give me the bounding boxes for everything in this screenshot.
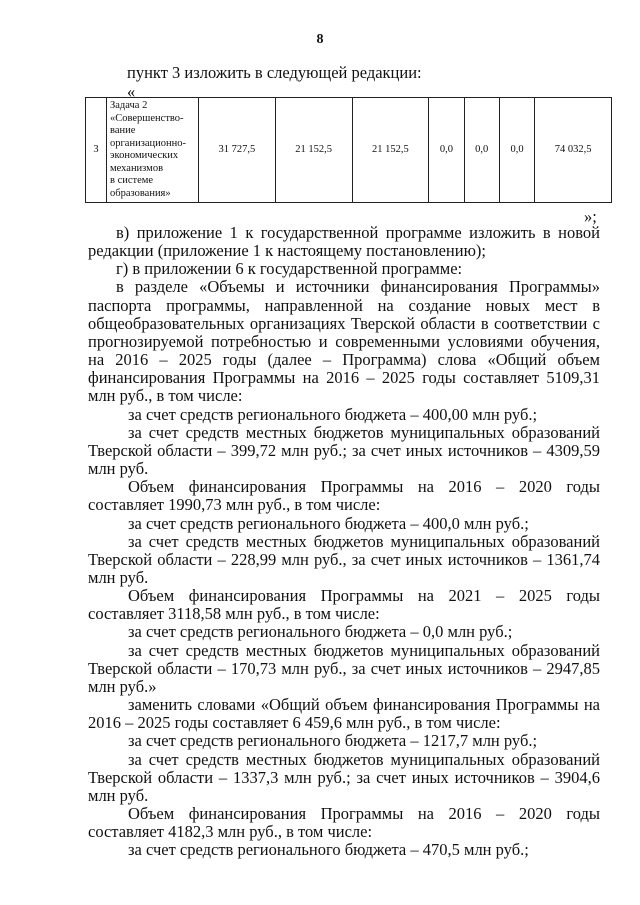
paragraph: в) приложение 1 к государственной программе изложить в новой редакции (приложение 1 к настоящему постановлению); bbox=[88, 223, 600, 261]
paragraph: за счет средств регионального бюджета – 400,0 млн руб.; bbox=[128, 513, 529, 533]
desc-line: образования» bbox=[110, 187, 171, 199]
desc-line: в системе bbox=[110, 175, 154, 186]
value-cell: 0,0 bbox=[429, 98, 464, 203]
paragraph: за счет средств регионального бюджета – 0,0 млн руб.; bbox=[128, 622, 513, 642]
paragraph: за счет средств местных бюджетов муниципальных образований Тверской области – 170,73 млн руб., за счет иных источников – 2947,85 млн руб.» bbox=[88, 640, 600, 696]
page-number: 8 bbox=[316, 32, 324, 47]
table-row bbox=[86, 98, 612, 203]
task-description bbox=[107, 98, 199, 203]
paragraph: за счет средств регионального бюджета – 400,00 млн руб.; bbox=[128, 404, 538, 424]
task-table bbox=[85, 97, 612, 203]
value-cell: 0,0 bbox=[499, 98, 534, 203]
intro-line: пункт 3 изложить в следующей редакции: bbox=[127, 63, 422, 82]
desc-line: организационно- bbox=[110, 137, 186, 149]
paragraph: г) в приложении 6 к государственной программе: bbox=[116, 259, 463, 279]
value-cell: 21 152,5 bbox=[352, 98, 429, 203]
value-cell: 74 032,5 bbox=[535, 98, 612, 203]
paragraph: в разделе «Объемы и источники финансирования Программы» паспорта программы, направленной на создание новых мест в общеобразовательных организациях Тверской области в соответствии с прогнозируемой потребностью и современными условиями обучения, на 2016 – 2025 годы (далее – Программа) слова «Общий объем финансирования Программы на 2016 – 2025 годы составляет 5109,31 млн руб., в том числе: bbox=[88, 277, 600, 406]
quote-open: « bbox=[127, 82, 136, 101]
paragraph: за счет средств местных бюджетов муниципальных образований Тверской области – 228,99 млн руб., за счет иных источников – 1361,74 млн руб. bbox=[88, 531, 600, 587]
desc-line: экономических bbox=[110, 150, 179, 161]
desc-line: вание bbox=[110, 125, 136, 136]
quote-close: »; bbox=[584, 207, 597, 226]
row-number: 3 bbox=[86, 98, 107, 203]
desc-line: Задача 2 bbox=[110, 100, 148, 111]
value-cell: 31 727,5 bbox=[199, 98, 276, 203]
paragraph: Объем финансирования Программы на 2016 – 2020 годы составляет 4182,3 млн руб., в том числе: bbox=[88, 804, 600, 842]
paragraph: заменить словами «Общий объем финансирования Программы на 2016 – 2025 годы составляет 6 459,6 млн руб., в том числе: bbox=[88, 695, 600, 733]
paragraph: за счет средств местных бюджетов муниципальных образований Тверской области – 1337,3 млн руб.; за счет иных источников – 3904,6 млн руб. bbox=[88, 749, 600, 805]
desc-line: механизмов bbox=[110, 162, 164, 174]
paragraph: за счет средств регионального бюджета – 470,5 млн руб.; bbox=[128, 840, 529, 860]
paragraph: за счет средств местных бюджетов муниципальных образований Тверской области – 399,72 млн руб.; за счет иных источников – 4309,59 млн руб. bbox=[88, 422, 600, 479]
document-body bbox=[88, 224, 600, 859]
paragraph: за счет средств регионального бюджета – 1217,7 млн руб.; bbox=[128, 731, 538, 751]
paragraph: Объем финансирования Программы на 2021 – 2025 годы составляет 3118,58 млн руб., в том числе: bbox=[88, 586, 600, 624]
value-cell: 21 152,5 bbox=[275, 98, 352, 203]
value-cell: 0,0 bbox=[464, 98, 499, 203]
paragraph: Объем финансирования Программы на 2016 – 2020 годы составляет 1990,73 млн руб., в том числе: bbox=[88, 477, 600, 515]
desc-line: «Совершенство- bbox=[110, 112, 184, 124]
